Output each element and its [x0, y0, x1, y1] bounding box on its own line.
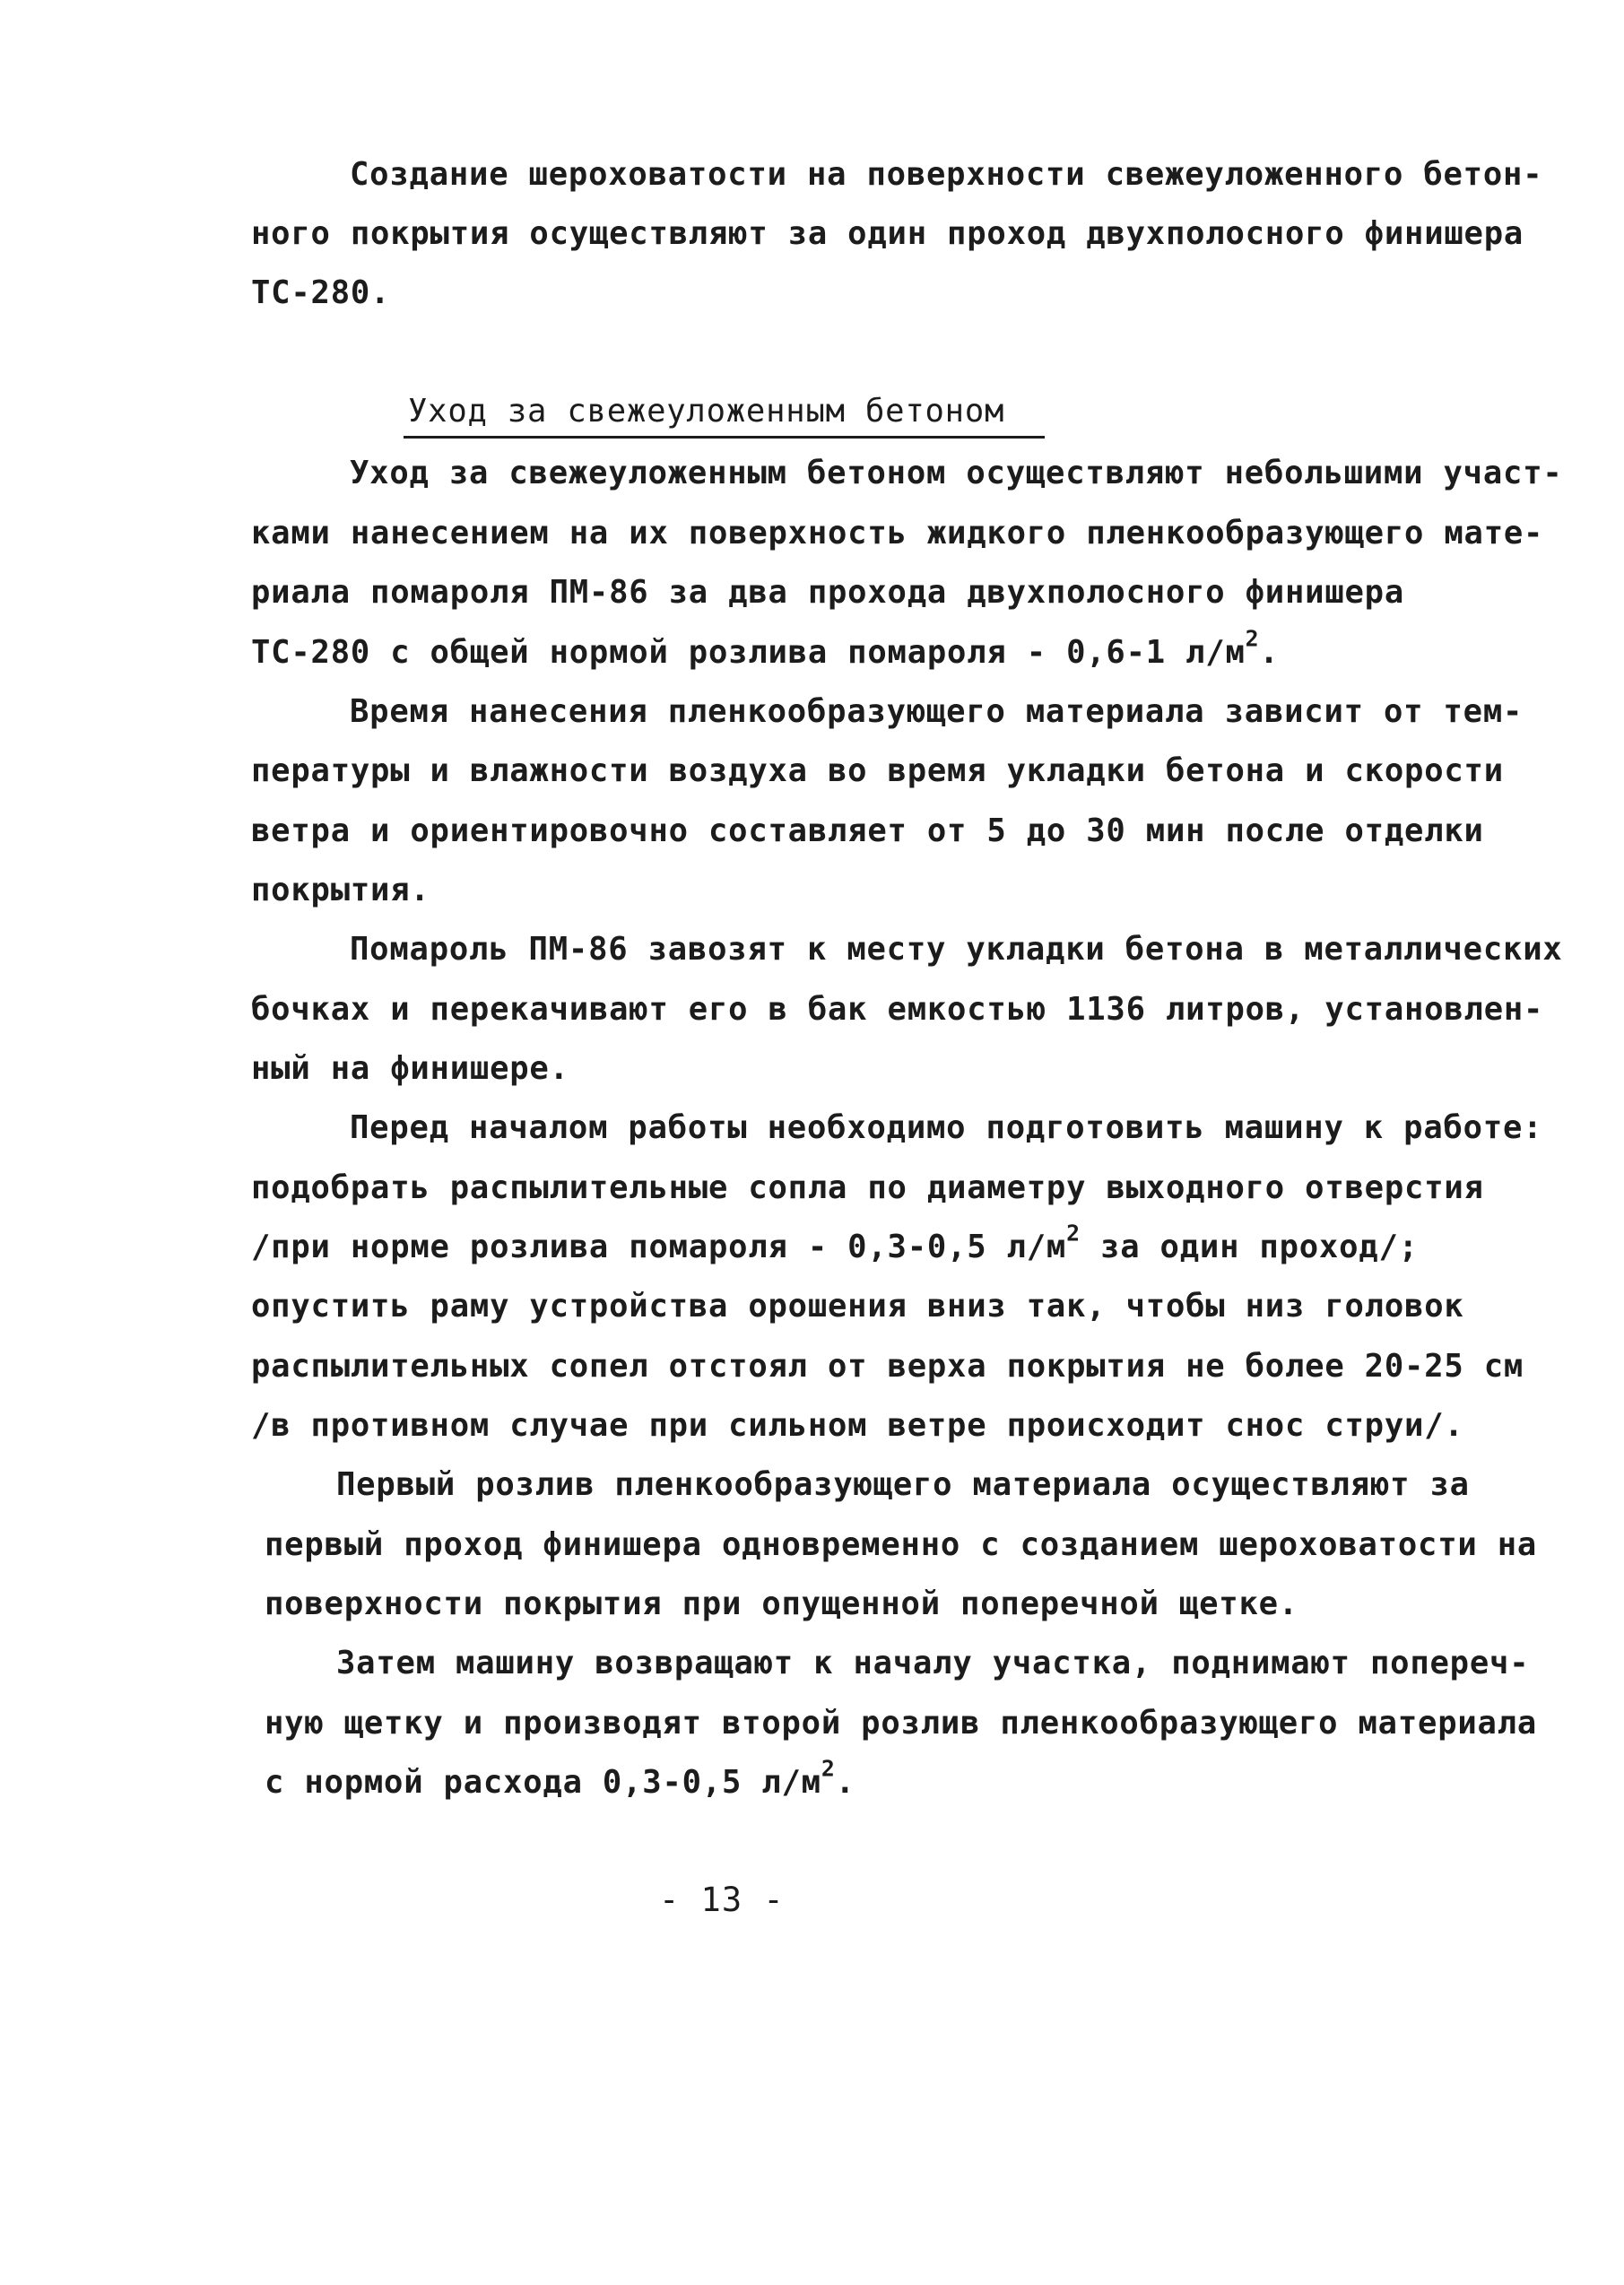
text-line: бочках и перекачивают его в бак емкостью 1136 литров, установлен- [251, 991, 1544, 1028]
text-line: /при норме розлива помароля - 0,3-0,5 $л/м^2$ за один проход/; [251, 1220, 1419, 1265]
text-line: опустить раму устройства орошения вниз так, чтобы низ головок [251, 1288, 1464, 1325]
text-line: пературы и влажности воздуха во время укладки бетона и скорости [251, 752, 1504, 789]
text-line: риала помароля ПМ-86 за два прохода двухполосного финишера [251, 574, 1405, 611]
text-line: Перед началом работы необходимо подготовить машину к работе: [350, 1109, 1543, 1146]
text-line: Создание шероховатости на поверхности свежеуложенного бетон- [350, 156, 1543, 193]
text-line: Время нанесения пленкообразующего материала зависит от тем- [350, 693, 1524, 730]
text-line: Затем машину возвращают к началу участка, поднимают попереч- [336, 1645, 1530, 1681]
text-line: ветра и ориентировочно составляет от 5 до 30 мин после отделки [251, 812, 1484, 849]
text-line: ками нанесением на их поверхность жидкого пленкообразующего мате- [251, 515, 1544, 552]
text-line: распылительных сопел отстоял от верха покрытия не более 20-25 см [251, 1348, 1524, 1385]
text-line: Первый розлив пленкообразующего материала осуществляют за [336, 1466, 1470, 1503]
text-line: Уход за свежеуложенным бетоном осуществляют небольшими участ- [350, 455, 1563, 491]
section-heading: Уход за свежеуложенным бетоном [408, 393, 1005, 430]
text-line: Помароль ПМ-86 завозят к месту укладки бетона в металлических [350, 931, 1563, 968]
page-number: - 13 - [659, 1881, 785, 1919]
text-line: ный на финишере. [251, 1050, 569, 1087]
text-line: подобрать распылительные сопла по диаметру выходного отверстия [251, 1169, 1484, 1206]
text-line: ТС-280 с общей нормой розлива помароля - 0,6-1 $л/м^2$. [251, 625, 1280, 671]
text-line: ного покрытия осуществляют за один проход двухполосного финишера [251, 215, 1524, 252]
text-line: покрытия. [251, 872, 430, 908]
text-line: ТС-280. [251, 274, 391, 311]
text-line: ную щетку и производят второй розлив пленкообразующего материала [265, 1705, 1538, 1742]
heading-underline [404, 436, 1045, 439]
text-line: поверхности покрытия при опущенной поперечной щетке. [265, 1586, 1298, 1622]
text-line: с нормой расхода 0,3-0,5 $л/м^2$. [265, 1755, 855, 1801]
text-line: первый проход финишера одновременно с созданием шероховатости на [265, 1526, 1538, 1563]
text-line: /в противном случае при сильном ветре происходит снос струи/. [251, 1407, 1464, 1444]
